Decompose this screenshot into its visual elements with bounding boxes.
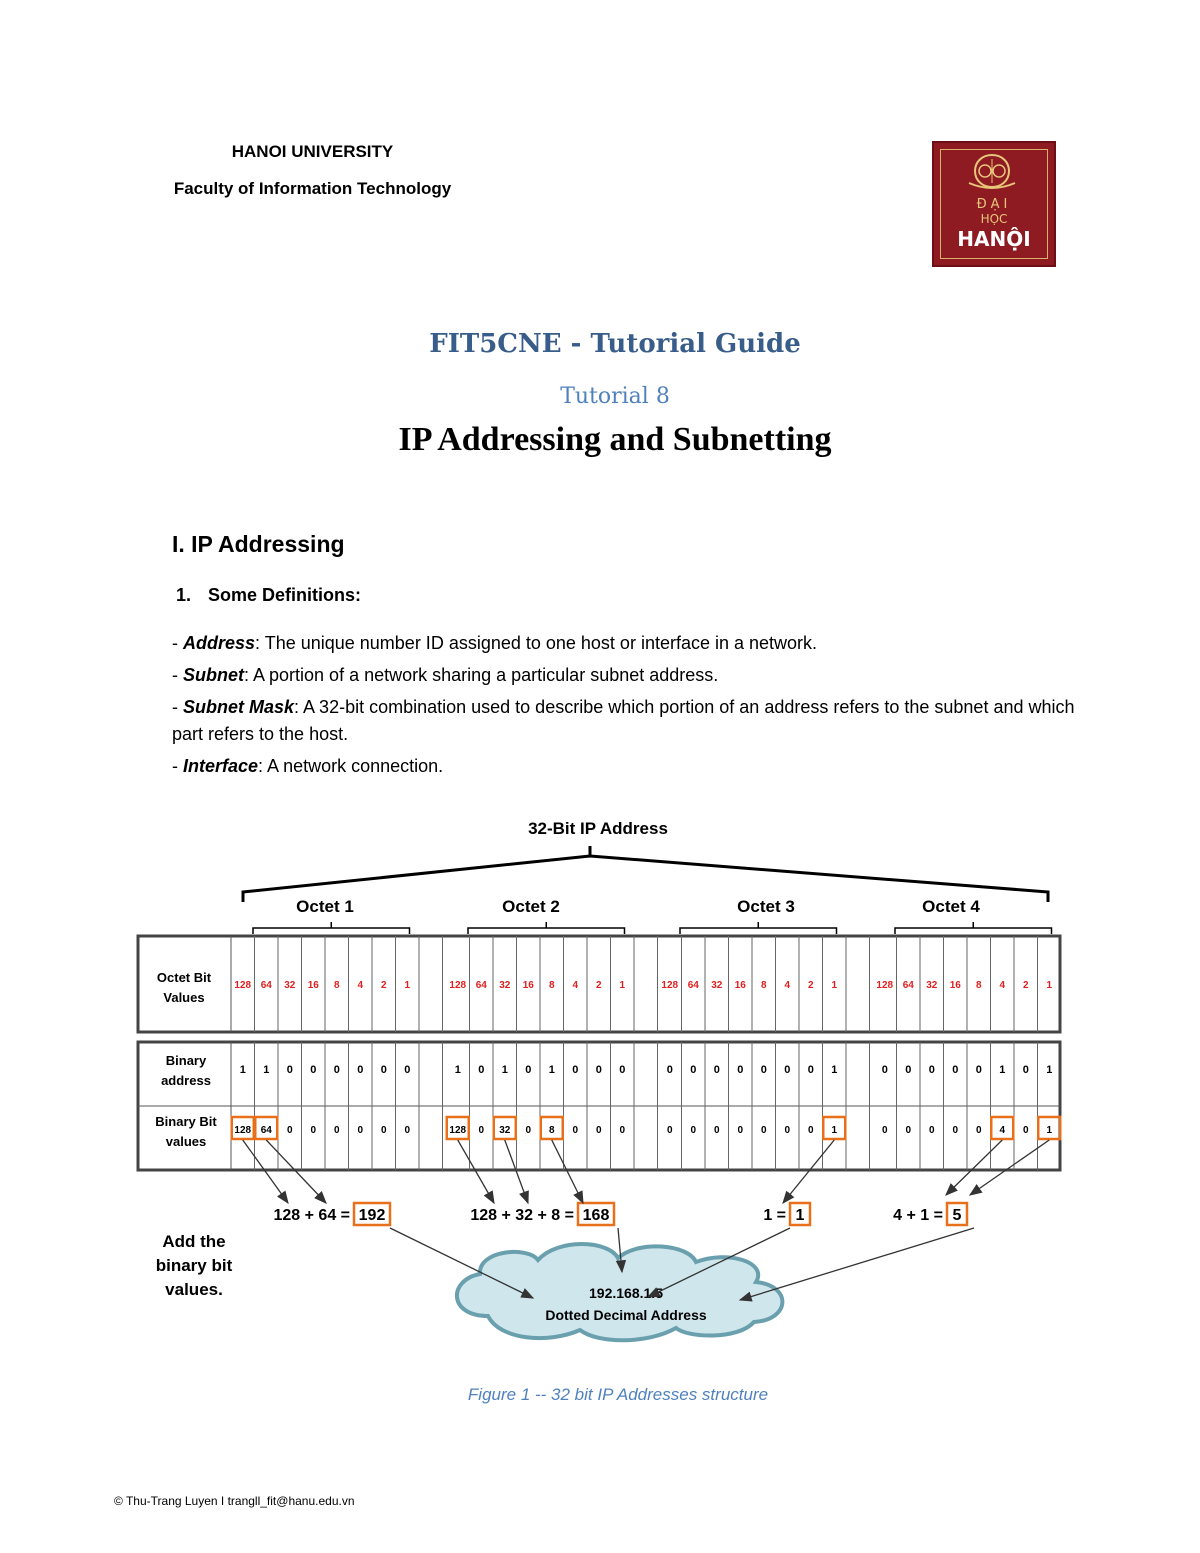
binary-bit-value: 0	[784, 1125, 791, 1136]
definition-term: Interface	[183, 756, 259, 776]
side-note: values.	[165, 1280, 223, 1299]
binary-digit: 1	[454, 1064, 461, 1076]
binary-bit-value: 0	[807, 1125, 814, 1136]
binary-digit: 0	[713, 1064, 720, 1076]
dotted-decimal-label: Dotted Decimal Address	[545, 1307, 707, 1323]
binary-digit: 1	[501, 1064, 508, 1076]
row-label: Values	[163, 990, 205, 1005]
binary-digit: 1	[263, 1064, 270, 1076]
bit-value: 4	[572, 980, 579, 991]
definition-term: Subnet	[183, 665, 244, 685]
bit-value: 128	[661, 980, 679, 991]
binary-bit-value: 0	[357, 1125, 364, 1136]
definition-text: : The unique number ID assigned to one host or interface in a network.	[255, 633, 818, 653]
binary-digit: 1	[548, 1064, 555, 1076]
binary-digit: 0	[905, 1064, 912, 1076]
bit-value: 16	[734, 980, 746, 991]
binary-bit-value: 0	[975, 1125, 982, 1136]
row-label: address	[161, 1073, 211, 1088]
binary-digit: 0	[572, 1064, 579, 1076]
binary-bit-value: 0	[595, 1125, 602, 1136]
definition-term: Address	[183, 633, 256, 653]
binary-digit: 0	[595, 1064, 602, 1076]
binary-bit-value: 0	[333, 1125, 340, 1136]
bit-value: 4	[784, 980, 791, 991]
binary-digit: 1	[831, 1064, 838, 1076]
row-label: Octet Bit	[156, 970, 212, 985]
binary-digit: 0	[952, 1064, 959, 1076]
binary-bit-value: 8	[548, 1125, 555, 1136]
binary-digit: 0	[333, 1064, 340, 1076]
octet-bracket	[253, 922, 410, 934]
octet-label: Octet 2	[502, 897, 560, 916]
binary-bit-value: 0	[1022, 1125, 1029, 1136]
bit-value: 1	[619, 980, 626, 991]
bit-value: 64	[687, 980, 699, 991]
bit-value: 1	[404, 980, 411, 991]
octet-label: Octet 4	[922, 897, 980, 916]
bit-value: 4	[999, 980, 1006, 991]
row-label: values	[165, 1134, 207, 1149]
binary-bit-value: 0	[525, 1125, 532, 1136]
binary-digit: 0	[784, 1064, 791, 1076]
definition-subnet-mask: - Subnet Mask: A 32-bit combination used to describe which portion of an address refers to the subnet and which part refers to the host.	[172, 697, 1075, 744]
binary-digit: 0	[525, 1064, 532, 1076]
definition-text: : A 32-bit combination used to describe which portion of an address refers to the subnet and which part refers to the host.	[172, 697, 1075, 744]
cloud-arrow	[740, 1228, 974, 1300]
binary-digit: 0	[1022, 1064, 1029, 1076]
binary-bit-value: 0	[690, 1125, 697, 1136]
binary-bit-value: 0	[572, 1125, 579, 1136]
logo-text-line2: HỌC	[980, 212, 1008, 226]
binary-digit: 0	[807, 1064, 814, 1076]
binary-bit-value: 128	[449, 1125, 467, 1136]
binary-digit: 0	[286, 1064, 293, 1076]
row-label: Binary	[165, 1053, 207, 1068]
binary-bit-value: 0	[619, 1125, 626, 1136]
university-logo	[932, 141, 1056, 267]
binary-bit-value: 32	[499, 1125, 511, 1136]
binary-digit: 1	[999, 1064, 1006, 1076]
subsection-heading	[176, 585, 361, 606]
bit-value: 2	[807, 980, 814, 991]
binary-bit-value: 0	[286, 1125, 293, 1136]
row-label: Binary Bit	[155, 1114, 217, 1129]
bit-value: 128	[449, 980, 467, 991]
bit-value: 2	[1022, 980, 1029, 991]
bit-value: 128	[234, 980, 252, 991]
binary-digit: 0	[478, 1064, 485, 1076]
bit-value: 8	[333, 980, 340, 991]
binary-bit-value: 1	[831, 1125, 838, 1136]
subsection-number: 1.	[176, 585, 192, 605]
bit-value: 16	[522, 980, 534, 991]
side-note: binary bit	[155, 1256, 233, 1275]
sum-result: 192	[358, 1207, 386, 1224]
definition-text: : A network connection.	[258, 756, 444, 776]
binary-bit-value: 4	[999, 1125, 1006, 1136]
binary-digit: 0	[404, 1064, 411, 1076]
course-title: FIT5CNE - Tutorial Guide	[429, 329, 801, 359]
page-footer: © Thu-Trang Luyen I trangll_fit@hanu.edu.vn	[114, 1494, 355, 1508]
bit-value: 1	[1046, 980, 1053, 991]
logo-text-line1: ĐẠI	[976, 197, 1012, 212]
definition-term: Subnet Mask	[183, 697, 295, 717]
definition-interface: - Interface: A network connection.	[172, 756, 444, 776]
binary-bit-value: 0	[760, 1125, 767, 1136]
bit-value: 16	[949, 980, 961, 991]
binary-bit-value: 0	[404, 1125, 411, 1136]
sum-result: 5	[952, 1207, 962, 1224]
binary-digit: 1	[239, 1064, 246, 1076]
binary-bit-value: 0	[737, 1125, 744, 1136]
octet-bracket	[468, 922, 625, 934]
binary-digit: 0	[760, 1064, 767, 1076]
binary-digit: 0	[357, 1064, 364, 1076]
binary-bit-value: 0	[928, 1125, 935, 1136]
logo-seal-icon	[963, 153, 1021, 191]
binary-bit-value: 1	[1046, 1125, 1053, 1136]
definition-subnet: - Subnet: A portion of a network sharing a particular subnet address.	[172, 665, 719, 685]
binary-bit-value: 0	[713, 1125, 720, 1136]
bit-value: 64	[475, 980, 487, 991]
bit-value: 64	[260, 980, 272, 991]
bit-value: 1	[831, 980, 838, 991]
binary-bit-value: 0	[905, 1125, 912, 1136]
bit-value: 32	[926, 980, 938, 991]
binary-bit-value: 0	[666, 1125, 673, 1136]
binary-digit: 0	[666, 1064, 673, 1076]
binary-bit-value: 0	[310, 1125, 317, 1136]
sum-expression: 1 =	[763, 1207, 786, 1224]
tutorial-number: Tutorial 8	[560, 384, 670, 409]
binary-bit-value: 64	[260, 1125, 272, 1136]
figure-caption: Figure 1 -- 32 bit IP Addresses structure	[467, 1385, 769, 1404]
binary-digit: 1	[1046, 1064, 1053, 1076]
bit-value: 32	[499, 980, 511, 991]
binary-bit-value: 0	[881, 1125, 888, 1136]
faculty-name: Faculty of Information Technology	[173, 179, 452, 198]
dotted-decimal-value: 192.168.1.5	[589, 1285, 663, 1301]
definition-address: - Address: The unique number ID assigned to one host or interface in a network.	[172, 633, 818, 653]
bit-value: 8	[760, 980, 767, 991]
binary-digit: 0	[619, 1064, 626, 1076]
main-bracket	[243, 846, 1048, 902]
page-title: IP Addressing and Subnetting	[398, 421, 832, 458]
octet-label: Octet 3	[737, 897, 795, 916]
sum-expression: 128 + 32 + 8 =	[470, 1207, 574, 1224]
bit-value: 2	[595, 980, 602, 991]
octet-bracket	[895, 922, 1052, 934]
binary-bit-value: 0	[952, 1125, 959, 1136]
subsection-title: Some Definitions:	[208, 585, 362, 605]
bit-value: 4	[357, 980, 364, 991]
bit-value: 32	[711, 980, 723, 991]
bit-value: 8	[975, 980, 982, 991]
definition-text: : A portion of a network sharing a particular subnet address.	[244, 665, 719, 685]
sum-result: 1	[795, 1207, 805, 1224]
binary-digit: 0	[928, 1064, 935, 1076]
bit-value: 64	[902, 980, 914, 991]
binary-bit-value: 0	[380, 1125, 387, 1136]
octet-label: Octet 1	[296, 897, 354, 916]
octet-bracket	[680, 922, 837, 934]
side-note: Add the	[162, 1232, 226, 1251]
binary-digit: 0	[380, 1064, 387, 1076]
bit-value: 8	[548, 980, 555, 991]
binary-digit: 0	[690, 1064, 697, 1076]
binary-digit: 0	[881, 1064, 888, 1076]
sum-expression: 128 + 64 =	[273, 1207, 350, 1224]
binary-digit: 0	[310, 1064, 317, 1076]
binary-digit: 0	[737, 1064, 744, 1076]
logo-text-line3: HANỘI	[957, 227, 1031, 251]
bit-value: 16	[307, 980, 319, 991]
bit-value: 128	[876, 980, 894, 991]
bit-value: 32	[284, 980, 296, 991]
section-heading: I. IP Addressing	[172, 531, 345, 557]
ip-address-diagram	[128, 810, 1068, 1370]
bit-value: 2	[380, 980, 387, 991]
binary-bit-value: 128	[234, 1125, 252, 1136]
binary-bit-value: 0	[478, 1125, 485, 1136]
sum-result: 168	[582, 1207, 610, 1224]
sum-expression: 4 + 1 =	[893, 1207, 943, 1224]
diagram-title: 32-Bit IP Address	[528, 819, 668, 838]
university-name: HANOI UNIVERSITY	[231, 142, 394, 161]
binary-digit: 0	[975, 1064, 982, 1076]
